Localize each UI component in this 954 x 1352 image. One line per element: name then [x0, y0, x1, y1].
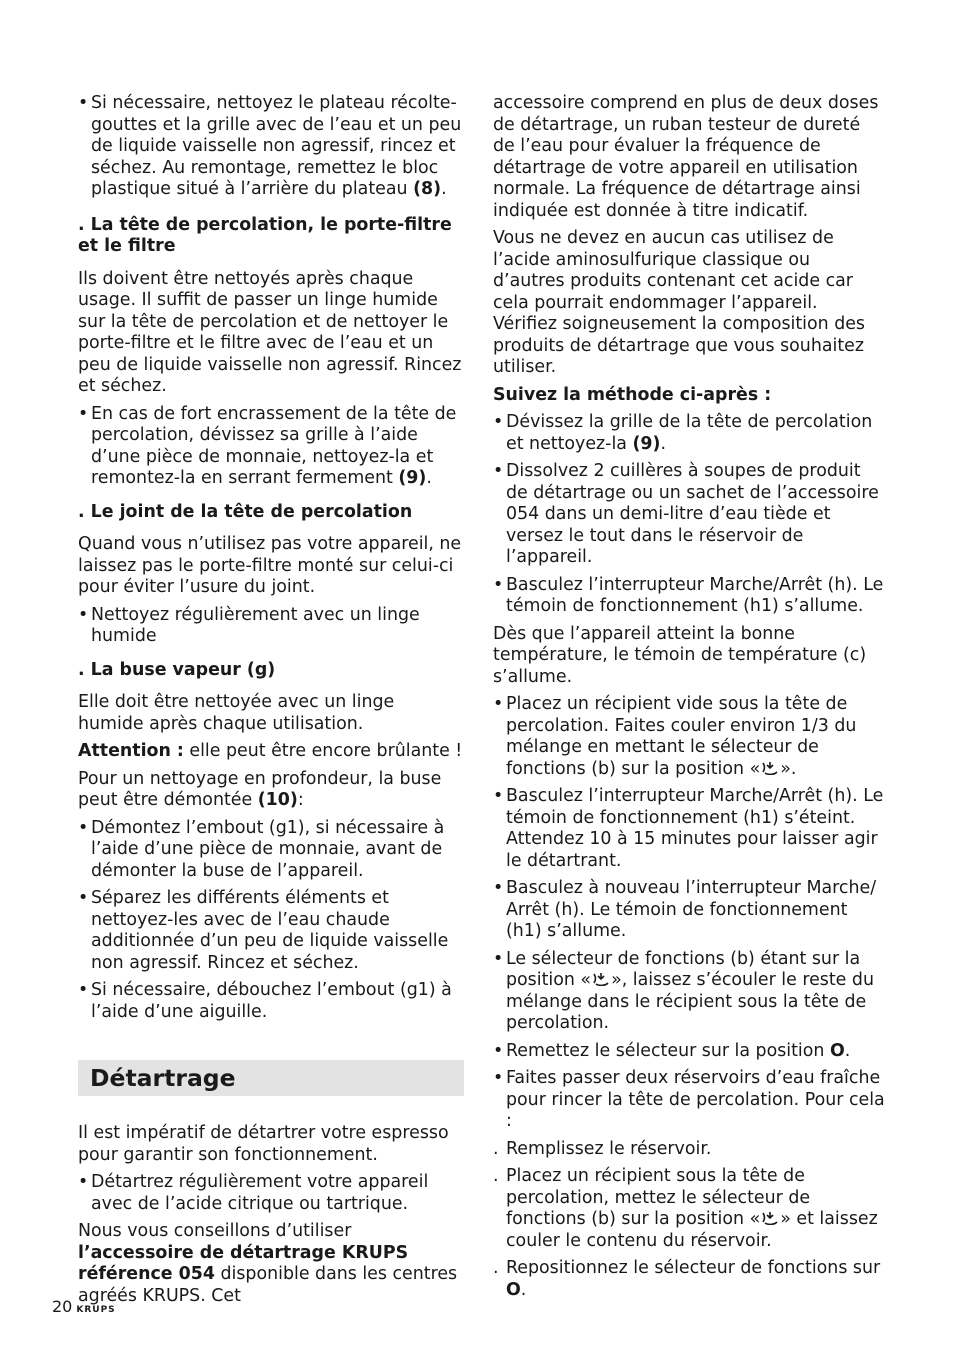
page-number: 20: [52, 1297, 73, 1316]
section-heading: Suivez la méthode ci-après :: [493, 384, 772, 405]
bullet-item: • Si nécessaire, débouchez l’embout (g1) à l’aide d’une aiguille.: [78, 980, 452, 1022]
bullet-item: • Basculez l’interrupteur Marche/Arrêt (h). Le témoin de fonctionnement (h1) s’éteint. Attendez 10 à 15 minutes pour laisser agir le détartrant.: [493, 786, 884, 871]
paragraph: Pour un nettoyage en profondeur, la buse peut être démontée (10):: [78, 768, 442, 810]
bullet-dot: •: [493, 574, 504, 595]
sub-item: . Repositionnez le sélecteur de fonctions sur O.: [493, 1258, 881, 1300]
bullet-item: • En cas de fort encrassement de la tête de percolation, dévissez sa grille à l’aide d’une pièce de monnaie, nettoyez-la et remontez-la en serrant fermement (9).: [78, 403, 457, 488]
sub-item: . Remplissez le réservoir.: [493, 1138, 712, 1159]
sub-bullet-dot: .: [493, 1258, 499, 1278]
bullet-item: • Séparez les différents éléments et nettoyez-les avec de l’eau chaude additionnée d’un peu de liquide vaisselle non agressif. Rincez et séchez.: [78, 888, 449, 973]
bullet-dot: •: [78, 980, 89, 1000]
left-column: [78, 93, 464, 1313]
sub-bullet-dot: .: [493, 1138, 499, 1159]
section-heading: . La tête de percolation, le porte-filtre et le filtre: [78, 214, 452, 256]
coffee-dispense-icon: [760, 1211, 780, 1225]
paragraph: Il est impératif de détartrer votre espresso pour garantir son fonctionnement.: [78, 1123, 449, 1165]
paragraph: Dès que l’appareil atteint la bonne température, le témoin de température (c) s’allume.: [493, 623, 867, 687]
bullet-item: • Nettoyez régulièrement avec un linge humide: [78, 604, 420, 646]
section-heading: . Le joint de la tête de percolation: [78, 501, 413, 522]
bullet-dot: •: [78, 604, 89, 625]
section-title-detartrage: Détartrage: [78, 1060, 464, 1096]
paragraph: Elle doit être nettoyée avec un linge humide après chaque utilisation.: [78, 692, 395, 734]
brand-logo: KRUPS: [76, 1305, 116, 1315]
coffee-dispense-icon: [591, 972, 611, 986]
bullet-dot: •: [78, 93, 89, 113]
bullet-dot: •: [493, 786, 504, 806]
bullet-item: • Détartrez régulièrement votre appareil avec de l’acide citrique ou tartrique.: [78, 1172, 429, 1214]
bullet-dot: •: [493, 878, 504, 898]
bullet-item: • Remettez le sélecteur sur la position O.: [493, 1040, 851, 1061]
bullet-dot: •: [493, 948, 504, 969]
bullet-item: • Placez un récipient vide sous la tête de percolation. Faites couler environ 1/3 du mélange en mettant le sélecteur de fonctions (b) sur la position « ».: [493, 694, 857, 779]
bullet-dot: •: [493, 694, 504, 714]
page-footer: [52, 1297, 116, 1320]
paragraph: accessoire comprend en plus de deux doses de détartrage, un ruban testeur de dureté de l’eau pour évaluer la fréquence de détartrage de votre appareil en utilisation normale. La fréquence de détartrage ainsi indiquée est donnée à titre indicatif.: [493, 93, 879, 221]
bullet-item: • Dissolvez 2 cuillères à soupes de produit de détartrage ou un sachet de l’accessoire 054 dans un demi-litre d’eau tiède et versez le tout dans le réservoir de l’appareil.: [493, 461, 879, 567]
bullet-dot: •: [78, 817, 89, 838]
bullet-dot: •: [493, 1040, 504, 1061]
paragraph: Quand vous n’utilisez pas votre appareil, ne laissez pas le porte-filtre monté sur celui-ci pour éviter l’usure du joint.: [78, 534, 462, 597]
bullet-item: • Dévissez la grille de la tête de percolation et nettoyez-la (9).: [493, 412, 873, 454]
bullet-item: • Basculez à nouveau l’interrupteur Marche/ Arrêt (h). Le témoin de fonctionnement (h1) s’allume.: [493, 878, 877, 941]
bullet-item: • Si nécessaire, nettoyez le plateau récolte-gouttes et la grille avec de l’eau et un peu de liquide vaisselle non agressif, rincez et séchez. Au remontage, remettez le bloc plastique situé à l’arrière du plateau (8).: [78, 93, 462, 199]
paragraph: Ils doivent être nettoyés après chaque usage. Il suffit de passer un linge humide sur la tête de percolation et de nettoyer le porte-filtre et le filtre avec de l’eau et un peu de liquide vaisselle non agressif. Rincez et séchez.: [78, 268, 462, 396]
warning-paragraph: Attention : elle peut être encore brûlante !: [78, 741, 463, 761]
sub-bullet-dot: .: [493, 1166, 499, 1186]
right-column: [493, 93, 885, 1307]
bullet-dot: •: [78, 403, 89, 424]
bullet-dot: •: [493, 412, 504, 432]
bullet-item: • Démontez l’embout (g1), si nécessaire à l’aide d’une pièce de monnaie, avant de démonter la buse de l’appareil.: [78, 817, 445, 881]
paragraph: Nous vous conseillons d’utiliser l’accessoire de détartrage KRUPS référence 054 disponible dans les centres agréés KRUPS. Cet: [78, 1221, 458, 1306]
paragraph: Vous ne devez en aucun cas utilisez de l’acide aminosulfurique classique ou d’autres produits contenant cet acide car cela pourrait endommager l’appareil. Vérifiez soigneusement la composition des produits de détartrage que vous souhaitez utiliser.: [493, 228, 865, 377]
bullet-dot: •: [493, 461, 504, 481]
sub-item: . Placez un récipient sous la tête de percolation, mettez le sélecteur de fonctions (b) sur la position « » et laissez couler le contenu du réservoir.: [493, 1166, 878, 1251]
bullet-dot: •: [493, 1068, 504, 1088]
section-heading: . La buse vapeur (g): [78, 659, 276, 680]
bullet-dot: •: [78, 888, 89, 908]
bullet-item: • Basculez l’interrupteur Marche/Arrêt (h). Le témoin de fonctionnement (h1) s’allume.: [493, 574, 884, 616]
bullet-item: • Le sélecteur de fonctions (b) étant sur la position « », laissez s’écouler le reste du mélange dans le récipient sous la tête de percolation.: [493, 948, 874, 1033]
bullet-item: • Faites passer deux réservoirs d’eau fraîche pour rincer la tête de percolation. Pour cela :: [493, 1068, 885, 1131]
coffee-dispense-icon: [760, 761, 780, 775]
bullet-dot: •: [78, 1172, 89, 1192]
